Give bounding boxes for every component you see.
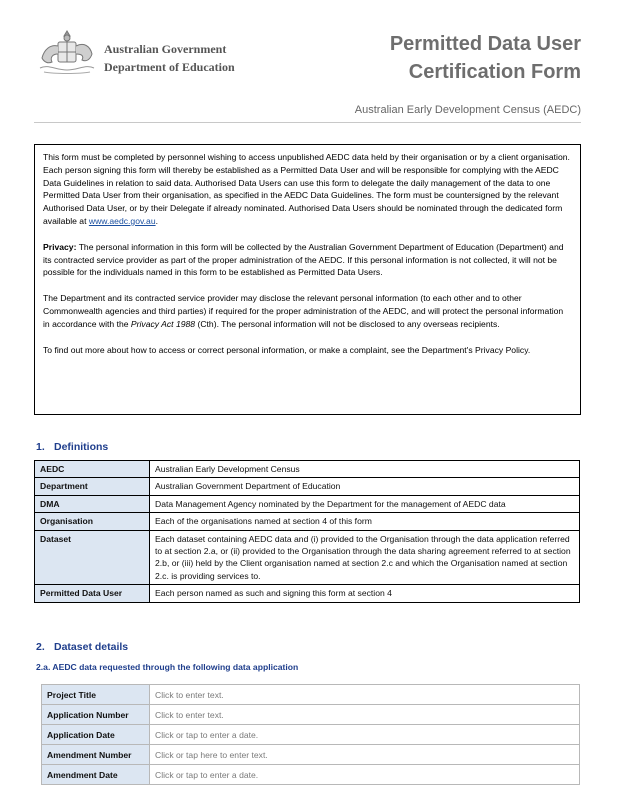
form-subtitle: Australian Early Development Census (AEDC) xyxy=(354,104,581,116)
table-row xyxy=(35,461,580,478)
field-label: Application Date xyxy=(42,725,150,745)
table-row xyxy=(35,513,580,530)
disclosure-text-a: The Department and its contracted service provider may disclose the relevant personal information (to each other and to other Commonwealth agencies and third parties) if required for the proper administration of the AEDC, and will protect the personal information in accordance with the xyxy=(43,293,564,329)
header-divider xyxy=(34,122,581,123)
definition-text: Australian Early Development Census xyxy=(150,461,580,478)
table-row xyxy=(35,495,580,512)
amendment-date-field[interactable]: Click or tap to enter a date. xyxy=(150,765,580,785)
definition-term: Dataset xyxy=(35,530,150,585)
application-number-field[interactable]: Click to enter text. xyxy=(150,705,580,725)
definition-text: Each person named as such and signing this form at section 4 xyxy=(150,585,580,602)
notice-text: This form must be completed by personnel wishing to access unpublished AEDC data held by their organisation or by a client organisation. Each person signing this form will thereby be established as a Permitted Data User and will be responsible for complying with the AEDC Data Guidelines in relation to said data. Authorised Data Users can use this form to delegate the daily management of the data to one Permitted Data User from their organisation, as specified in the AEDC Data Guidelines. The form must be countersigned by the relevant Authorised Data User, or by their Delegate if already nominated. Authorised Data Users should be nominated through the dedicated form available at xyxy=(43,152,570,226)
privacy-paragraph xyxy=(43,241,572,279)
form-title xyxy=(390,30,581,86)
section-2-heading xyxy=(36,641,128,653)
definitions-table xyxy=(34,460,580,603)
subsection-2a-heading: 2.a. AEDC data requested through the following data application xyxy=(36,662,299,672)
privacy-policy-paragraph: To find out more about how to access or correct personal information, or make a complaint, see the Department's Privacy Policy. xyxy=(43,344,531,355)
amendment-number-field[interactable]: Click or tap here to enter text. xyxy=(150,745,580,765)
definition-term: Permitted Data User xyxy=(35,585,150,602)
section-title: Definitions xyxy=(54,441,109,453)
form-row-amendment-number xyxy=(42,745,580,765)
link-suffix: . xyxy=(155,215,158,226)
department-name: Department of Education xyxy=(104,60,235,74)
coat-of-arms-icon xyxy=(34,28,100,78)
form-row-amendment-date xyxy=(42,765,580,785)
section-1-heading xyxy=(36,441,108,453)
disclosure-text-b: (Cth). The personal information will not be disclosed to any overseas recipients. xyxy=(197,318,500,329)
definition-term: Department xyxy=(35,478,150,495)
section-number: 1. xyxy=(36,441,45,453)
definition-term: AEDC xyxy=(35,461,150,478)
notice-paragraph xyxy=(43,151,572,228)
form-title-line-1: Permitted Data User xyxy=(389,33,581,55)
form-title-line-2: Certification Form xyxy=(408,61,581,83)
definition-term: DMA xyxy=(35,495,150,512)
table-row xyxy=(35,478,580,495)
government-name: Australian Government xyxy=(104,42,227,56)
section-title: Dataset details xyxy=(54,641,129,653)
definition-text: Data Management Agency nominated by the Department for the management of AEDC data xyxy=(150,495,580,512)
disclosure-paragraph xyxy=(43,292,572,330)
project-title-field[interactable]: Click to enter text. xyxy=(150,685,580,705)
definition-text: Each dataset containing AEDC data and (i) provided to the Organisation through the data application referred to at section 2.a, or (ii) provided to the Organisation through the data sharing agreement referred to at section 2.b, or (iii) held by the Client organisation named at section 2.c and which the Organisation named at section 2.c. is providing services to. xyxy=(150,530,580,585)
table-row xyxy=(35,585,580,602)
field-label: Project Title xyxy=(42,685,150,705)
field-label: Amendment Number xyxy=(42,745,150,765)
data-application-table xyxy=(41,684,580,785)
form-row-project-title xyxy=(42,685,580,705)
form-row-application-number xyxy=(42,705,580,725)
aedc-website-link[interactable]: www.aedc.gov.au xyxy=(88,215,156,226)
application-date-field[interactable]: Click or tap to enter a date. xyxy=(150,725,580,745)
table-row xyxy=(35,530,580,585)
form-row-application-date xyxy=(42,725,580,745)
definition-term: Organisation xyxy=(35,513,150,530)
notice-box xyxy=(34,144,581,415)
definition-text: Australian Government Department of Education xyxy=(150,478,580,495)
field-label: Amendment Date xyxy=(42,765,150,785)
field-label: Application Number xyxy=(42,705,150,725)
privacy-text: The personal information in this form will be collected by the Australian Government Department of Education (Department) and its contracted service provider as part of the proper administration of the AEDC. If this personal information is not collected, it will not be possible for the individuals named in this form to be established as Permitted Data Users. xyxy=(43,241,564,278)
privacy-act-name: Privacy Act 1988 xyxy=(130,318,196,329)
page-header xyxy=(0,0,619,126)
privacy-label: Privacy: xyxy=(43,241,77,252)
section-number: 2. xyxy=(36,641,45,653)
government-logo xyxy=(34,28,235,80)
definition-text: Each of the organisations named at section 4 of this form xyxy=(150,513,580,530)
